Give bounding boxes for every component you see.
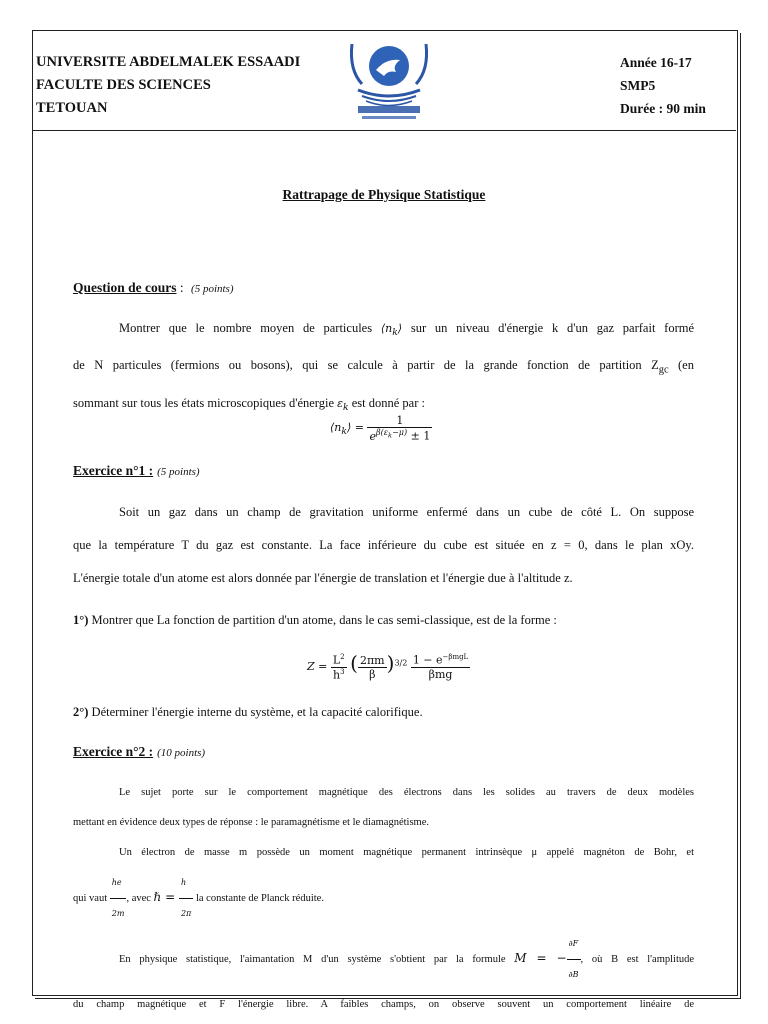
ex2-line4-mid: , avec xyxy=(126,892,151,904)
ex2-line5-post: , où B est l'amplitude xyxy=(580,953,695,965)
cq-line2-sub: gc xyxy=(658,364,669,376)
exercise1-heading xyxy=(73,463,200,479)
header-separator xyxy=(33,130,736,131)
q2-number: 2°) xyxy=(73,705,89,719)
q2-text: Déterminer l'énergie interne du système, et la capacité calorifique. xyxy=(91,705,423,719)
course-question-text xyxy=(73,312,694,424)
fermi-bose-equation: $⟨n_k⟩$ = $\frac{1}{e^{\beta(\varepsilon_k-\mu)} \pm 1}$ xyxy=(330,414,431,443)
ex1-line2: que la température T du gaz est constante. La face inférieure du cube est située en z = 0, dans le plan xOy. xyxy=(73,538,694,552)
ex1-line3: L'énergie totale d'un atome est alors donnée par l'énergie de translation et l'énergie due à l'altitude z. xyxy=(73,571,573,585)
ex2-line5-pre: En physique statistique, l'aimantation M d'un système s'obtient par la formule xyxy=(119,953,506,965)
cq-line1-a: Montrer que le nombre moyen de particules xyxy=(119,321,373,335)
academic-year: Année 16-17 xyxy=(620,55,692,70)
nk-symbol: $⟨n_k⟩$ xyxy=(380,322,403,339)
course-question-heading xyxy=(73,280,234,296)
exam-duration: Durée : 90 min xyxy=(620,101,706,116)
exam-title: Rattrapage de Physique Statistique xyxy=(282,187,486,202)
label-sep: : xyxy=(176,280,188,295)
ex2-line4-post: la constante de Planck réduite. xyxy=(195,892,324,904)
ex2-line2: mettant en évidence deux types de réponse : le paramagnétisme et le diamagnétisme. xyxy=(73,817,429,828)
section-label: Question de cours xyxy=(73,280,177,295)
ex2-line6: du champ magnétique et F l'énergie libre. A faibles champs, on observe souvent un comportement linéaire de xyxy=(73,999,694,1010)
ex1-line1: Soit un gaz dans un champ de gravitation uniforme enfermé dans un cube de côté L. On suppose xyxy=(119,505,694,519)
section-points: (5 points) xyxy=(157,466,200,478)
eq-numerator: 1 xyxy=(367,414,432,428)
exercise2-heading xyxy=(73,744,205,760)
program-code: SMP5 xyxy=(620,78,656,93)
section-points: (10 points) xyxy=(157,747,206,759)
cq-line3-a: sommant sur tous les états microscopiques d'énergie xyxy=(73,395,334,410)
partition-function-equation: Z = $\frac{L^2}{h^3}$ ( $\frac{2\pi m}{\beta}$ )$^{3/2}$ $\frac{1 - e^{-\beta mgL}}{\text{βmg}}$ xyxy=(307,651,469,682)
q1-text: Montrer que La fonction de partition d'un atome, dans le cas semi-classique, est de la forme : xyxy=(91,613,557,627)
university-name: UNIVERSITE ABDELMALEK ESSAADI xyxy=(36,54,301,70)
institution-block xyxy=(36,51,300,120)
city-name: TETOUAN xyxy=(36,100,108,116)
cq-line2-a: de N particules (fermions ou bosons), qui se calcule à partir de la grande fonction de partition Z xyxy=(73,358,659,373)
q1-number: 1°) xyxy=(73,613,89,627)
epsilon-k-symbol: $\varepsilon_k$ xyxy=(337,396,349,413)
exercise1-q2 xyxy=(73,696,694,729)
exercise1-q1 xyxy=(73,604,694,637)
cq-line3-b: est donné par : xyxy=(351,395,425,410)
university-logo xyxy=(344,40,434,122)
cq-line1-b: sur un niveau d'énergie k d'un gaz parfait formé xyxy=(410,321,695,335)
ex2-line1: Le sujet porte sur le comportement magnétique des électrons dans les solides au travers de deux modèles xyxy=(119,787,694,798)
ex2-line3: Un électron de masse m possède un moment magnétique permanent intrinsèque μ appelé magnéton de Bohr, et xyxy=(119,847,694,858)
cq-line2-b: (en xyxy=(668,358,694,373)
exam-info-block xyxy=(620,51,706,120)
section-label: Exercice n°1 : xyxy=(73,463,154,478)
section-points: (5 points) xyxy=(191,283,234,295)
exercise1-text xyxy=(73,496,694,595)
ex2-line4-pre: qui vaut xyxy=(73,892,108,904)
section-label: Exercice n°2 : xyxy=(73,744,154,759)
exercise2-text: Le sujet porte sur le comportement magnétique des électrons dans les solides au travers de deux modèles mettant en évidence deux types de réponse : le paramagnétisme et le diamagnétisme. Un électron de masse m possède un moment magnétique permanent intrinsèque μ appelé magnéton de Bohr, et qui vaut $\frac{he}{2m}$ , avec ℏ = $\frac{h}{2\pi}$ la constante de Planck réduite. En physique statistique, l'aimantation M d'un système s'obtient par la formule M = − $\frac{\partial F}{\partial B}$ , où B est l'amplitude du champ magnétique et F l'énergie libre. A faibles champs, on observe souvent un comportement linéaire de xyxy=(73,787,695,1010)
faculty-name: FACULTE DES SCIENCES xyxy=(36,77,211,93)
